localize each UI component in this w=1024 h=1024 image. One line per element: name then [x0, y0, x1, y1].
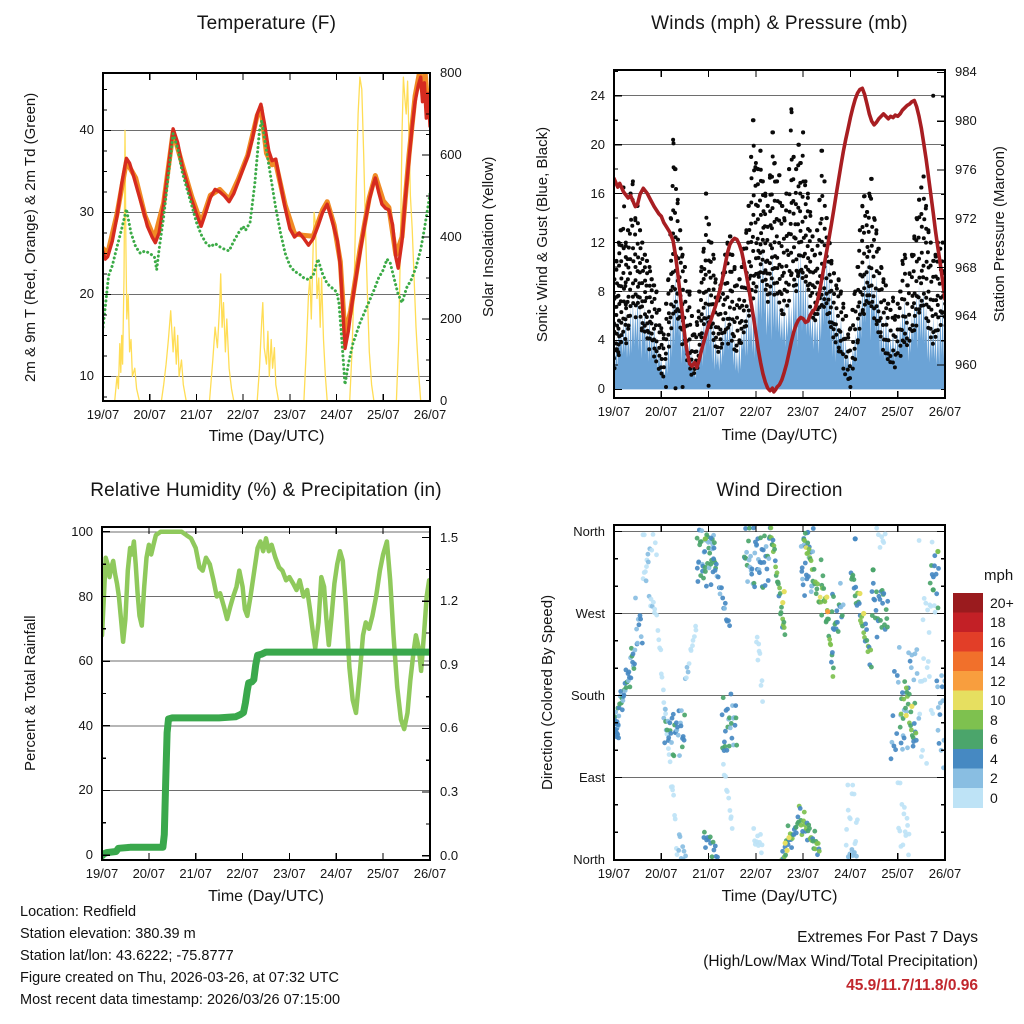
extremes-values: 45.9/11.7/11.8/0.96 — [846, 977, 978, 994]
extremes-subtitle: (High/Low/Max Wind/Total Precipitation) — [703, 953, 978, 970]
tick-label: 22/07 — [739, 404, 773, 419]
tick-label: West — [575, 605, 605, 621]
tick-label: 100 — [71, 523, 93, 539]
tick-label: 0.0 — [440, 847, 459, 863]
tick-label: East — [578, 769, 605, 785]
tick-label: 968 — [955, 259, 977, 275]
tick-label: 23/07 — [786, 866, 820, 881]
tick-label: 23/07 — [786, 404, 820, 419]
tick-label: South — [571, 687, 605, 703]
tick-label: 21/07 — [692, 404, 725, 419]
tick-label: 22/07 — [739, 866, 773, 881]
tick-label: 20 — [590, 136, 605, 152]
tick-label: 0.9 — [440, 656, 459, 672]
tick-label: 22/07 — [226, 866, 259, 881]
tick-label: 20 — [79, 286, 94, 302]
tick-label: 19/07 — [86, 407, 120, 422]
tick-label: 4 — [597, 332, 605, 348]
tick-label: 22/07 — [226, 407, 260, 422]
tick-label: 20/07 — [645, 866, 678, 881]
figure-created: Figure created on Thu, 2026-03-26, at 07:32 UTC — [20, 970, 339, 986]
tick-label: 800 — [440, 65, 462, 80]
axis-label-rh-left: Percent & Total Rainfall — [22, 615, 39, 772]
tick-label: 23/07 — [273, 407, 307, 422]
colorbar-tick-label: 0 — [990, 789, 998, 806]
tick-label: 960 — [955, 357, 977, 373]
tick-label: 80 — [78, 588, 93, 604]
tick-label: 8 — [597, 283, 605, 299]
tick-label: 24/07 — [834, 866, 867, 881]
tick-label: 25/07 — [881, 404, 914, 419]
tick-label: 972 — [955, 210, 977, 226]
tick-label: 25/07 — [367, 407, 400, 422]
colorbar-tick-label: 14 — [990, 653, 1006, 670]
tick-label: 25/07 — [366, 866, 400, 881]
x-axis-title-2: Time (Day/UTC) — [721, 427, 838, 444]
station-elevation: Station elevation: 380.39 m — [20, 926, 196, 942]
station-info — [20, 901, 340, 1011]
tick-label: 19/07 — [597, 866, 631, 881]
tick-label: 21/07 — [692, 866, 725, 881]
tick-label: 20/07 — [132, 866, 166, 881]
tick-label: 400 — [440, 229, 462, 244]
tick-label: 19/07 — [597, 404, 631, 419]
colorbar-tick-label: 4 — [990, 750, 998, 767]
chart-title-wind-direction: Wind Direction — [716, 480, 843, 501]
tick-label: 24/07 — [320, 407, 353, 422]
axis-label-solar-right: Solar Insolation (Yellow) — [480, 156, 497, 318]
tick-label: 16 — [590, 185, 605, 201]
chart-title-temperature: Temperature (F) — [196, 13, 337, 34]
tick-label: 24 — [590, 87, 605, 103]
tick-label: 19/07 — [85, 866, 119, 881]
tick-label: 12 — [590, 234, 605, 250]
extremes-block — [558, 926, 978, 998]
tick-label: 200 — [440, 311, 462, 326]
colorbar-tick-label: 18 — [990, 614, 1006, 631]
colorbar-tick-label: 12 — [990, 672, 1006, 689]
tick-label: 976 — [955, 161, 977, 177]
x-axis-title-1: Time (Day/UTC) — [208, 428, 325, 445]
tick-label: 20/07 — [645, 404, 678, 419]
axis-label-direction-left: Direction (Colored By Speed) — [539, 594, 556, 791]
chart-title-rh-precip: Relative Humidity (%) & Precipitation (in) — [90, 480, 442, 501]
tick-label: 60 — [78, 653, 93, 669]
tick-label: 20/07 — [133, 407, 166, 422]
chart-title-winds-pressure: Winds (mph) & Pressure (mb) — [651, 13, 908, 34]
tick-label: 0 — [440, 393, 448, 408]
tick-label: 964 — [955, 308, 977, 324]
x-axis-title-4: Time (Day/UTC) — [721, 888, 838, 905]
colorbar-tick-label: 20+ — [990, 594, 1014, 611]
tick-label: 26/07 — [928, 866, 962, 881]
tick-label: 20 — [78, 782, 93, 798]
colorbar-tick-label: 10 — [990, 692, 1006, 709]
tick-label: 26/07 — [928, 404, 962, 419]
tick-label: 0.6 — [440, 720, 459, 736]
axis-label-pressure-right: Station Pressure (Maroon) — [991, 146, 1008, 322]
tick-label: 0.3 — [440, 784, 459, 800]
tick-label: 21/07 — [180, 407, 213, 422]
tick-label: 1.5 — [440, 529, 459, 545]
tick-label: 980 — [955, 113, 977, 129]
x-axis-title-3: Time (Day/UTC) — [208, 888, 324, 905]
tick-label: 40 — [79, 122, 94, 138]
colorbar-title: mph — [984, 567, 1014, 584]
colorbar-tick-label: 2 — [990, 770, 998, 787]
data-timestamp: Most recent data timestamp: 2026/03/26 07:15:00 — [20, 992, 341, 1008]
tick-label: 26/07 — [413, 866, 447, 881]
tick-label: 26/07 — [413, 407, 447, 422]
colorbar-tick-label: 8 — [990, 711, 998, 728]
tick-label: 600 — [440, 147, 462, 162]
tick-label: 30 — [79, 204, 94, 220]
axis-label-wind-left: Sonic Wind & Gust (Blue, Black) — [534, 126, 551, 342]
tick-label: 0 — [85, 847, 93, 863]
tick-label: North — [573, 523, 605, 539]
tick-label: 21/07 — [179, 866, 212, 881]
station-latlon: Station lat/lon: 43.6222; -75.8777 — [20, 948, 234, 964]
tick-label: 23/07 — [273, 866, 306, 881]
tick-label: 0 — [597, 381, 605, 397]
extremes-title: Extremes For Past 7 Days — [797, 929, 978, 946]
axis-label-temp-left: 2m & 9m T (Red, Orange) & 2m Td (Green) — [22, 92, 39, 382]
tick-label: 24/07 — [320, 866, 353, 881]
tick-label: 10 — [79, 368, 94, 384]
tick-label: 40 — [78, 717, 93, 733]
tick-label: 24/07 — [834, 404, 867, 419]
station-location: Location: Redfield — [20, 904, 137, 920]
colorbar-tick-label: 16 — [990, 633, 1006, 650]
tick-label: 1.2 — [440, 593, 459, 609]
tick-label: 984 — [955, 64, 977, 80]
colorbar-tick-label: 6 — [990, 731, 998, 748]
tick-label: 25/07 — [881, 866, 914, 881]
tick-label: North — [573, 851, 605, 867]
